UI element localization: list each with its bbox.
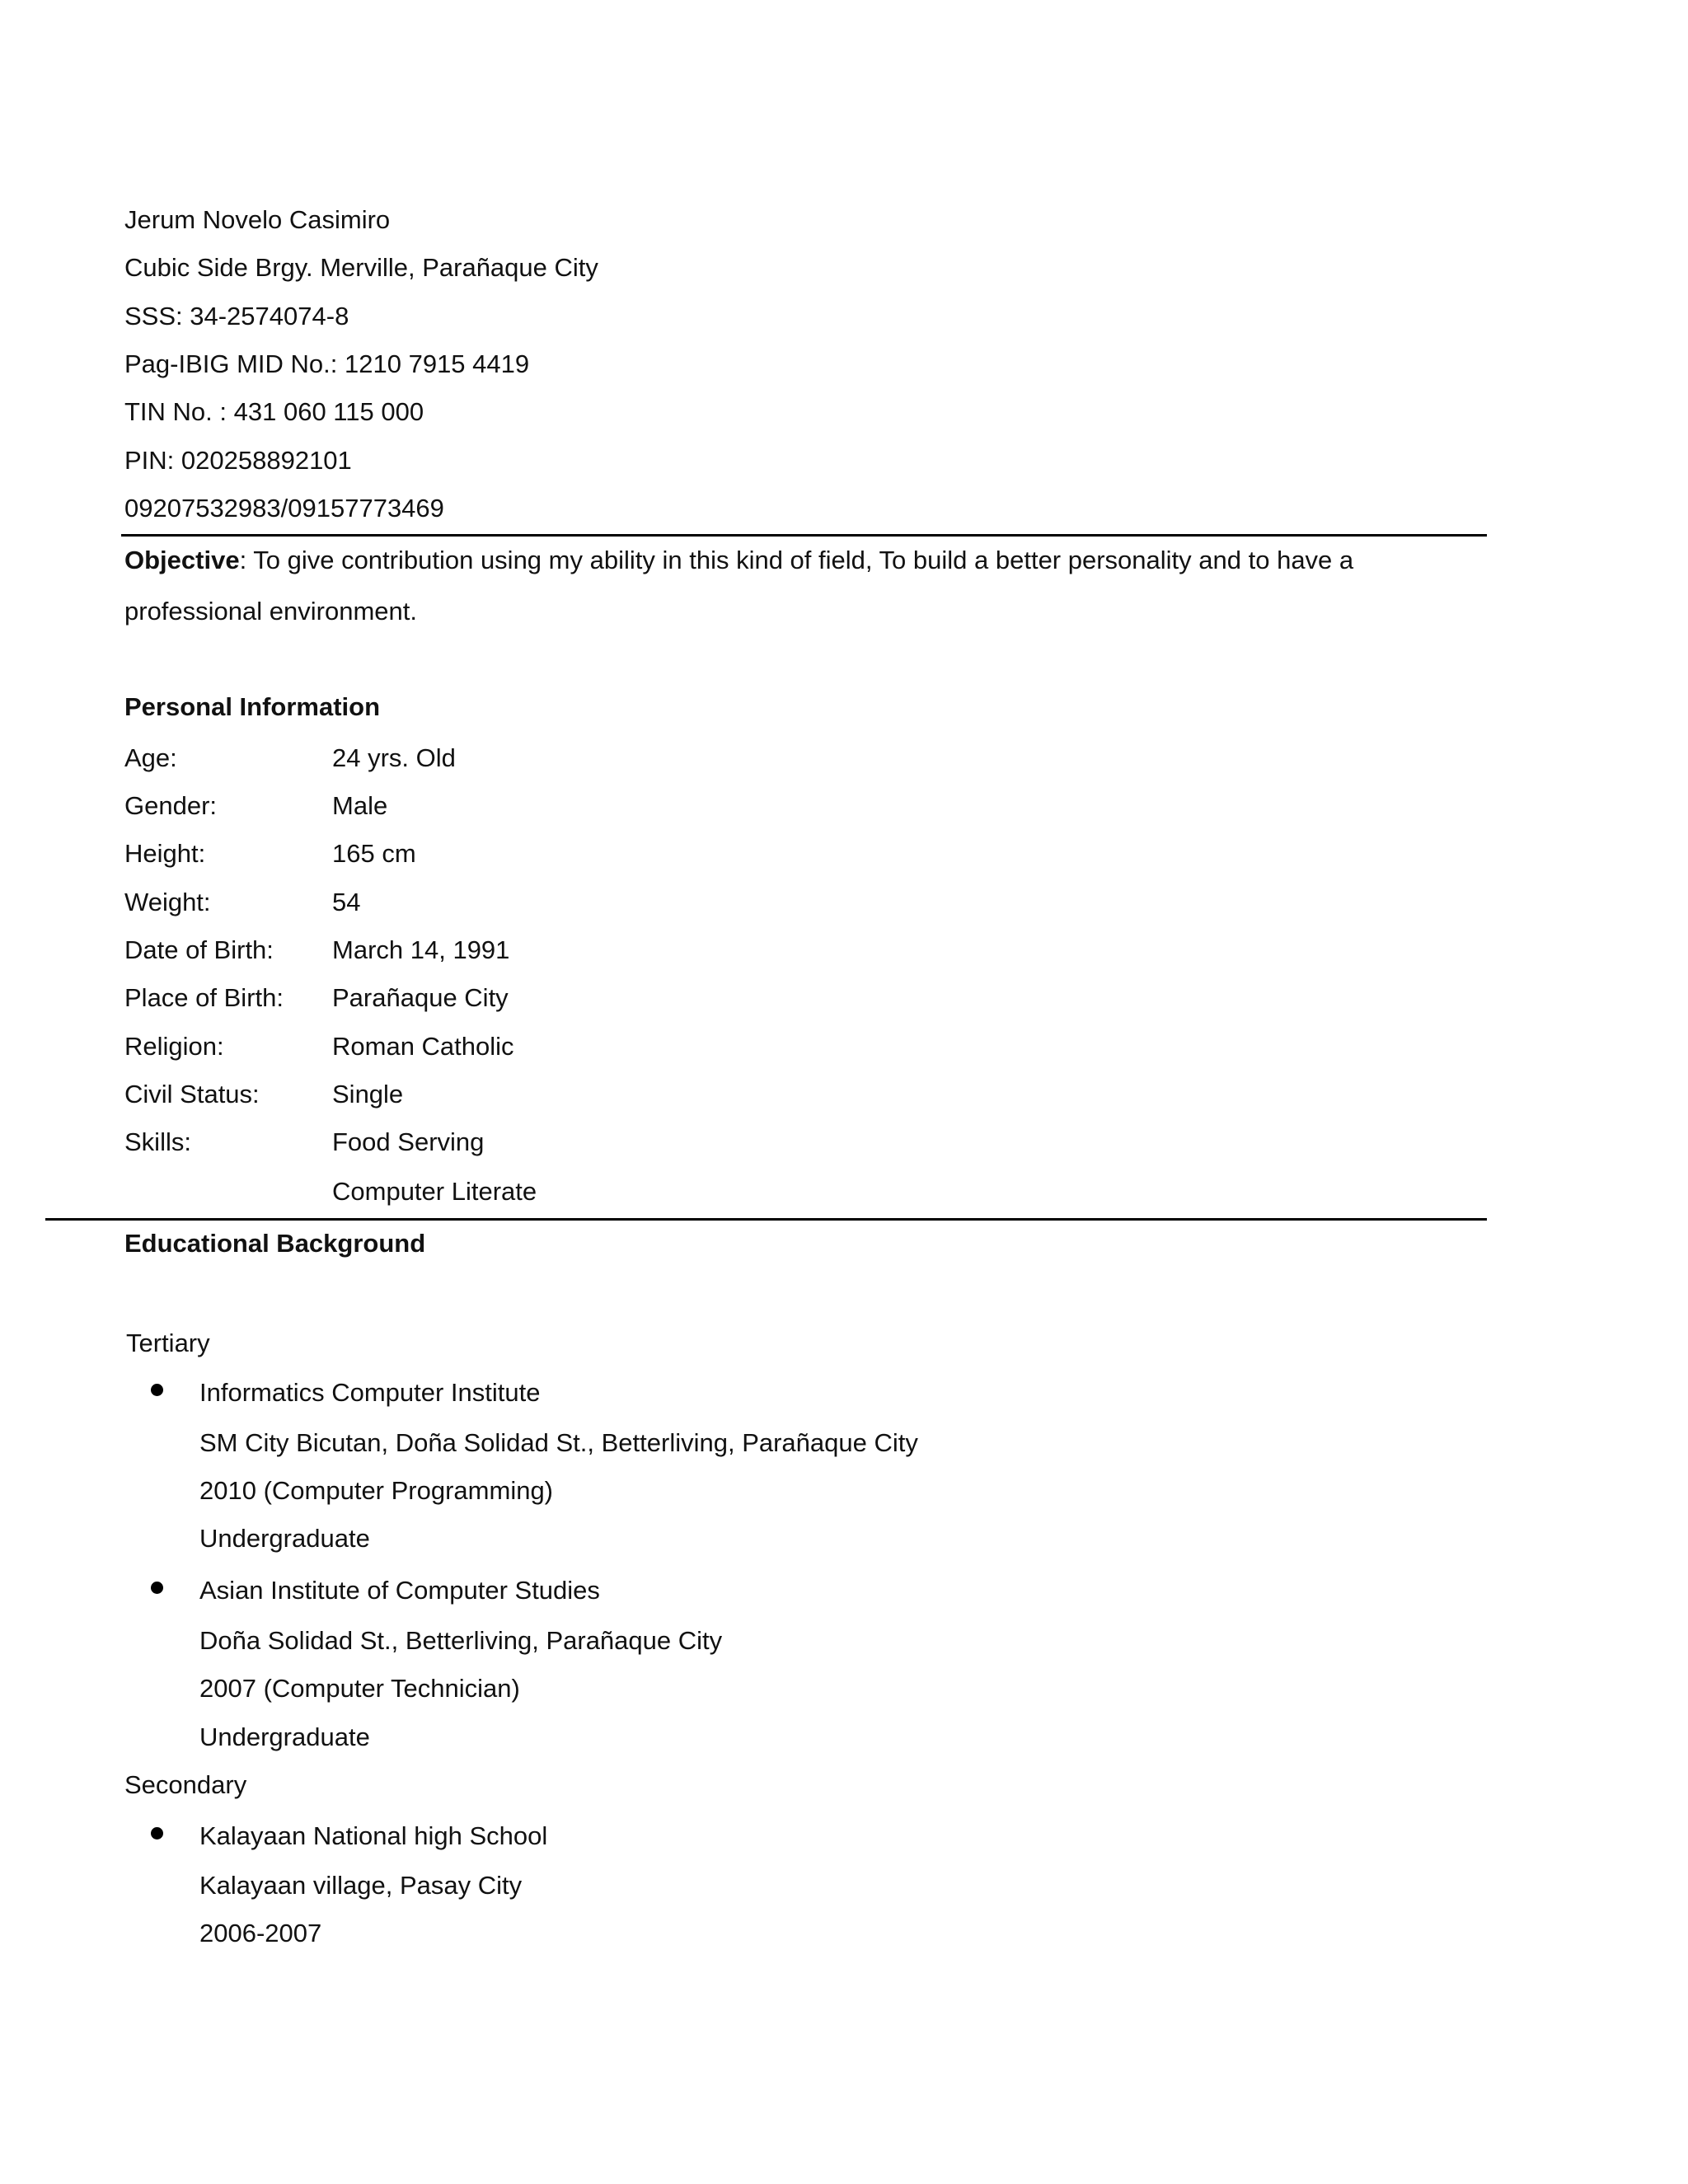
school-address: Doña Solidad St., Betterliving, Parañaque City (199, 1626, 723, 1655)
school-status: Undergraduate (199, 1524, 370, 1553)
school-name: Informatics Computer Institute (199, 1378, 541, 1407)
bullet-icon (151, 1582, 163, 1594)
personal-value: Male (332, 791, 388, 820)
personal-label: Skills: (124, 1127, 191, 1156)
personal-label: Age: (124, 743, 177, 772)
personal-label: Gender: (124, 791, 218, 820)
address: Cubic Side Brgy. Merville, Parañaque City (124, 253, 598, 282)
bullet-icon (151, 1384, 163, 1396)
phone-numbers: 09207532983/09157773469 (124, 494, 444, 523)
personal-value: March 14, 1991 (332, 935, 510, 964)
tin-number: TIN No. : 431 060 115 000 (124, 397, 424, 426)
objective-label: Objective (124, 546, 240, 574)
school-year: 2010 (Computer Programming) (199, 1476, 554, 1505)
applicant-name: Jerum Novelo Casimiro (124, 205, 391, 234)
secondary-label: Secondary (124, 1770, 247, 1799)
pagibig-number: Pag-IBIG MID No.: 1210 7915 4419 (124, 349, 530, 378)
objective-text: : To give contribution using my ability in this kind of field, To build a better personality and to have a (239, 546, 1354, 574)
personal-value: 165 cm (332, 839, 416, 868)
divider-top (121, 534, 1487, 537)
school-address: SM City Bicutan, Doña Solidad St., Betterliving, Parañaque City (199, 1428, 918, 1457)
school-year: 2006-2007 (199, 1919, 322, 1947)
personal-value: Food Serving (332, 1127, 485, 1156)
school-name: Kalayaan National high School (199, 1821, 548, 1850)
pin-number: PIN: 020258892101 (124, 446, 352, 475)
personal-info-heading: Personal Information (124, 692, 381, 721)
personal-value: Parañaque City (332, 983, 509, 1012)
personal-label: Date of Birth: (124, 935, 274, 964)
school-address: Kalayaan village, Pasay City (199, 1871, 523, 1900)
personal-value: 24 yrs. Old (332, 743, 456, 772)
sss-number: SSS: 34-2574074-8 (124, 302, 349, 330)
school-year: 2007 (Computer Technician) (199, 1674, 520, 1703)
personal-label: Weight: (124, 888, 211, 916)
personal-label: Height: (124, 839, 206, 868)
personal-label: Place of Birth: (124, 983, 284, 1012)
personal-value: Single (332, 1080, 404, 1108)
education-heading: Educational Background (124, 1229, 426, 1258)
personal-value: 54 (332, 888, 361, 916)
personal-label: Religion: (124, 1032, 224, 1061)
divider-middle (45, 1218, 1487, 1221)
objective-line-2: professional environment. (124, 597, 417, 626)
personal-value: Roman Catholic (332, 1032, 514, 1061)
school-status: Undergraduate (199, 1722, 370, 1751)
personal-label: Civil Status: (124, 1080, 260, 1108)
objective-line-1 (124, 544, 1353, 577)
bullet-icon (151, 1827, 163, 1840)
personal-value-extra-skill: Computer Literate (332, 1177, 537, 1206)
tertiary-label: Tertiary (126, 1329, 210, 1357)
school-name: Asian Institute of Computer Studies (199, 1576, 600, 1605)
